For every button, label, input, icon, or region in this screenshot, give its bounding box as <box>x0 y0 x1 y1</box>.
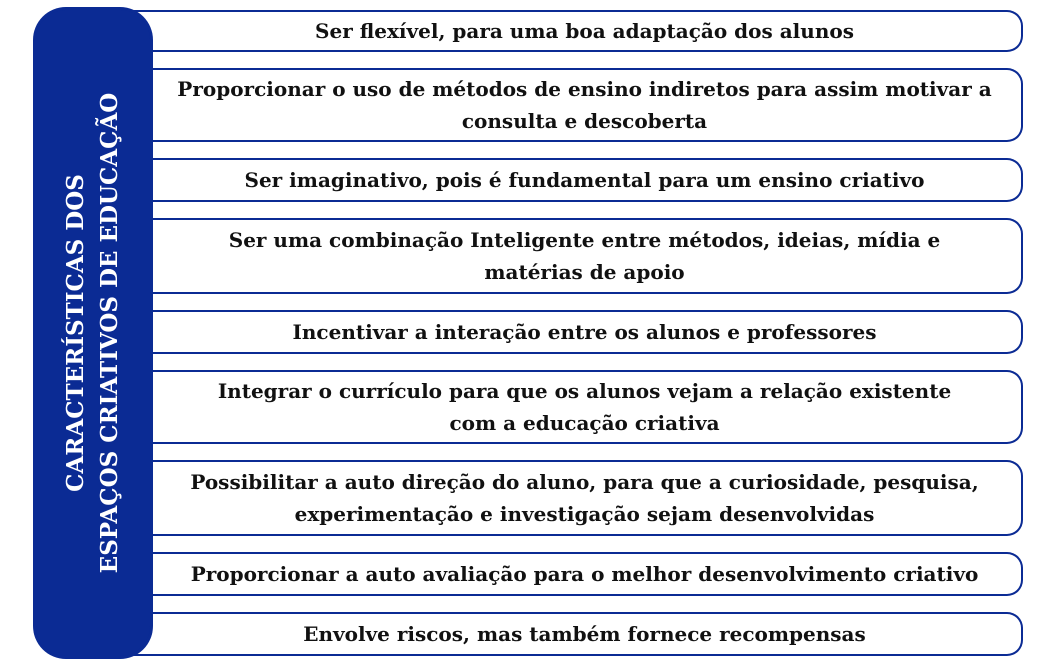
sidebar-title-panel <box>36 10 150 656</box>
item-4 <box>128 218 1023 294</box>
sidebar-title-line-1: CARACTERÍSTICAS DOS <box>62 174 89 492</box>
item-9-text: Envolve riscos, mas também fornece recompensas <box>303 622 866 646</box>
sidebar-title <box>59 33 127 633</box>
item-6-text: Integrar o currículo para que os alunos vejam a relação existente com a educação criativa <box>217 379 952 435</box>
item-8-text: Proporcionar a auto avaliação para o melhor desenvolvimento criativo <box>190 562 979 586</box>
sidebar-title-line-2: ESPAÇOS CRIATIVOS DE EDUCAÇÃO <box>96 92 123 574</box>
item-1 <box>128 10 1023 52</box>
item-1-text: Ser flexível, para uma boa adaptação dos alunos <box>315 19 854 43</box>
item-5-text: Incentivar a interação entre os alunos e professores <box>292 320 877 344</box>
item-8 <box>128 552 1023 596</box>
item-5 <box>128 310 1023 354</box>
item-7 <box>128 460 1023 536</box>
item-2-text: Proporcionar o uso de métodos de ensino indiretos para assim motivar a consulta e descoberta <box>177 77 992 133</box>
item-3-text: Ser imaginativo, pois é fundamental para um ensino criativo <box>244 168 925 192</box>
item-9 <box>128 612 1023 656</box>
item-6 <box>128 370 1023 444</box>
item-3 <box>128 158 1023 202</box>
item-7-text: Possibilitar a auto direção do aluno, para que a curiosidade, pesquisa, experimentação e investigação sejam desenvolvidas <box>190 470 979 526</box>
item-2 <box>128 68 1023 142</box>
item-4-text: Ser uma combinação Inteligente entre métodos, ideias, mídia e matérias de apoio <box>228 228 941 284</box>
